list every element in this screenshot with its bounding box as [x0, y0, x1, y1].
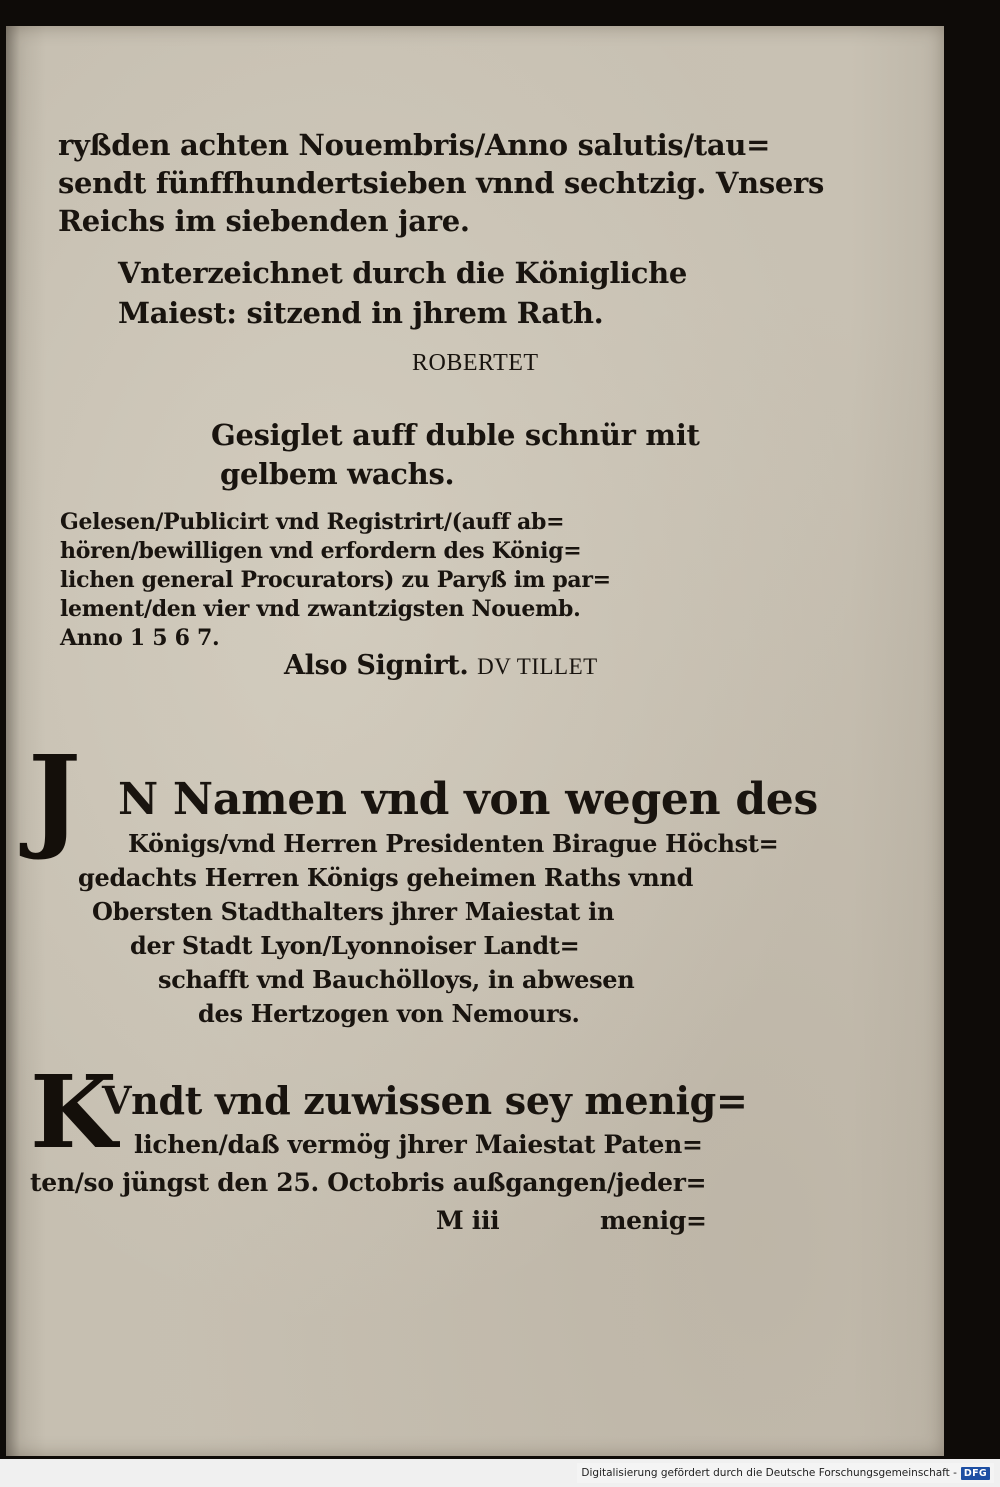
heading-line: der Stadt Lyon/Lyonnoiser Landt=: [130, 931, 580, 960]
heading-line: schafft vnd Bauchölloys, in abwesen: [158, 965, 635, 994]
signature-prefix: Also Signirt.: [284, 650, 469, 681]
text-line: ryßden achten Nouembris/Anno salutis/tau=: [58, 128, 771, 162]
heading-line: Königs/vnd Herren Presidenten Birague Höchst=: [128, 829, 779, 858]
text-line: sendt fünffhundertsieben vnnd sechtzig. Vnsers: [58, 166, 825, 200]
text-line: Anno 1 5 6 7.: [60, 625, 220, 651]
dfg-logo-icon: DFG: [961, 1467, 990, 1480]
text-line: Gesiglet auff duble schnür mit: [211, 418, 700, 452]
text-line: Reichs im siebenden jare.: [58, 204, 470, 238]
document-page: [6, 26, 944, 1456]
signature-robertet: ROBERTET: [412, 350, 539, 376]
signature-mark: M iii: [436, 1206, 500, 1235]
decorated-initial-k: K: [30, 1053, 117, 1171]
footer-credit: [577, 1463, 994, 1483]
text-line: Vnterzeichnet durch die Königliche: [118, 256, 688, 290]
body-line: lichen/daß vermög jhrer Maiestat Paten=: [134, 1130, 703, 1159]
footer-text: Digitalisierung gefördert durch die Deutsche Forschungsgemeinschaft -: [581, 1467, 957, 1479]
signature-du-tillet: [284, 650, 598, 681]
text-line: Maiest: sitzend in jhrem Rath.: [118, 296, 604, 330]
body-line: ten/so jüngst den 25. Octobris außgangen/jeder=: [30, 1168, 707, 1197]
text-line: lichen general Procurators) zu Paryß im par=: [60, 567, 611, 593]
heading-line: Obersten Stadthalters jhrer Maiestat in: [92, 897, 615, 926]
signature-name: DV TILLET: [477, 654, 598, 679]
heading-line: N Namen vnd von wegen des: [118, 774, 818, 825]
text-line: gelbem wachs.: [220, 457, 455, 491]
decorated-initial-j: J: [28, 732, 81, 863]
heading-line: gedachts Herren Königs geheimen Raths vnnd: [78, 863, 694, 892]
body-line: Vndt vnd zuwissen sey menig=: [102, 1078, 748, 1123]
text-line: hören/bewilligen vnd erfordern des König=: [60, 538, 582, 564]
catchword: menig=: [600, 1206, 707, 1235]
text-line: lement/den vier vnd zwantzigsten Nouemb.: [60, 596, 581, 622]
heading-line: des Hertzogen von Nemours.: [198, 999, 580, 1028]
text-line: Gelesen/Publicirt vnd Registrirt/(auff ab=: [60, 509, 565, 535]
